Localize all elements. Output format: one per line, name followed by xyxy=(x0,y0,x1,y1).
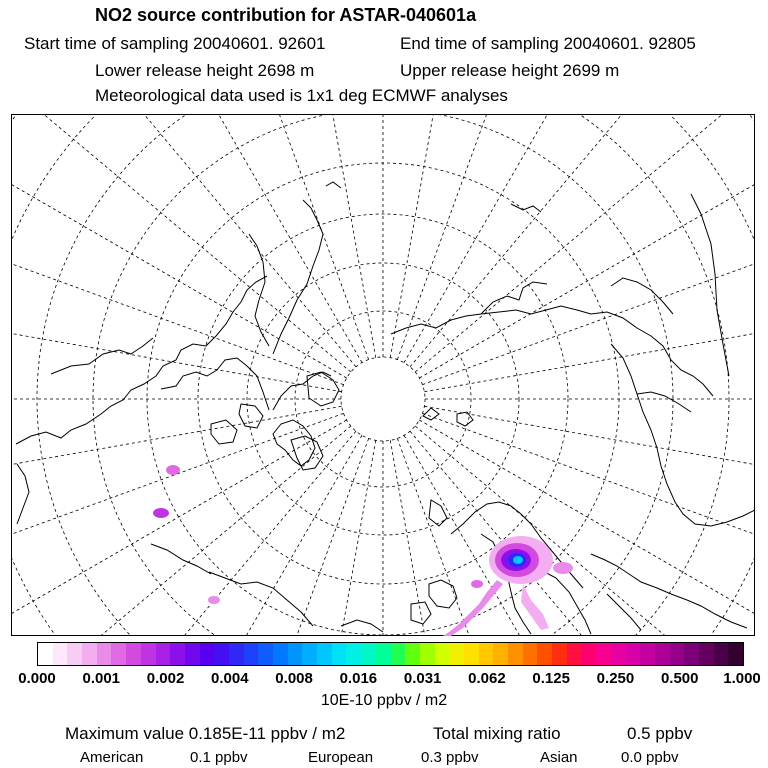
colorbar-cell xyxy=(273,643,288,665)
colorbar-tick-label: 0.001 xyxy=(82,670,121,687)
colorbar-cell xyxy=(111,643,126,665)
colorbar-cell xyxy=(302,643,317,665)
european-label: European xyxy=(308,749,374,766)
colorbar-cell xyxy=(479,643,494,665)
colorbar-cell xyxy=(684,643,699,665)
european-value: 0.3 ppbv xyxy=(421,749,479,766)
total-mixing-value: 0.5 ppbv xyxy=(627,724,693,743)
colorbar-tick-label: 1.000 xyxy=(723,670,761,687)
lower-height-label: Lower release height 2698 m xyxy=(95,61,315,80)
colorbar-cell xyxy=(493,643,508,665)
colorbar-cell xyxy=(156,643,171,665)
colorbar-cell xyxy=(596,643,611,665)
colorbar-cell xyxy=(214,643,229,665)
colorbar-tick-label: 0.062 xyxy=(468,670,506,687)
colorbar-tick-label: 0.031 xyxy=(403,670,442,687)
colorbar-tick-label: 0.500 xyxy=(660,670,699,687)
colorbar-cell xyxy=(141,643,156,665)
colorbar-tick-label: 0.250 xyxy=(596,670,635,687)
colorbar-cell xyxy=(714,643,729,665)
colorbar-cell xyxy=(391,643,406,665)
colorbar-tick-label: 0.002 xyxy=(146,670,185,687)
colorbar-cell xyxy=(670,643,685,665)
colorbar-tick-label: 0.125 xyxy=(532,670,570,687)
colorbar-cell xyxy=(258,643,273,665)
max-value-label: Maximum value 0.185E-11 ppbv / m2 xyxy=(65,724,346,743)
colorbar-cell xyxy=(464,643,479,665)
colorbar-cell xyxy=(361,643,376,665)
colorbar-cell xyxy=(523,643,538,665)
asian-value: 0.0 ppbv xyxy=(621,749,679,766)
colorbar-cell xyxy=(420,643,435,665)
colorbar-cell xyxy=(97,643,112,665)
colorbar-tick-label: 0.000 xyxy=(18,670,56,687)
colorbar-cell xyxy=(82,643,97,665)
colorbar-cell xyxy=(229,643,244,665)
colorbar-cell xyxy=(332,643,347,665)
polar-map xyxy=(11,114,755,636)
asian-label: Asian xyxy=(540,749,578,766)
colorbar-tick-label: 0.016 xyxy=(339,670,378,687)
american-value: 0.1 ppbv xyxy=(190,749,248,766)
colorbar-cell xyxy=(346,643,361,665)
colorbar-cell xyxy=(170,643,185,665)
american-label: American xyxy=(80,749,144,766)
colorbar-cell xyxy=(38,643,53,665)
colorbar-cell xyxy=(200,643,215,665)
colorbar-cell xyxy=(552,643,567,665)
map-title: NO2 source contribution for ASTAR-040601a xyxy=(95,5,477,25)
colorbar-cell xyxy=(126,643,141,665)
colorbar-cell xyxy=(728,643,743,665)
colorbar-cell xyxy=(67,643,82,665)
colorbar-cell xyxy=(655,643,670,665)
colorbar-tick-label: 0.004 xyxy=(211,670,249,687)
colorbar-cell xyxy=(317,643,332,665)
colorbar-cell xyxy=(53,643,68,665)
colorbar-cell xyxy=(626,643,641,665)
colorbar-tick-label: 0.008 xyxy=(275,670,313,687)
colorbar-cell xyxy=(449,643,464,665)
colorbar xyxy=(37,642,744,666)
met-data-label: Meteorological data used is 1x1 deg ECMWF analyses xyxy=(95,86,508,105)
colorbar-cell xyxy=(567,643,582,665)
colorbar-cell xyxy=(288,643,303,665)
upper-height-label: Upper release height 2699 m xyxy=(400,61,620,80)
colorbar-cell xyxy=(185,643,200,665)
colorbar-cell xyxy=(699,643,714,665)
colorbar-cell xyxy=(405,643,420,665)
colorbar-cell xyxy=(537,643,552,665)
end-time-label: End time of sampling 20040601. 92805 xyxy=(400,34,696,53)
colorbar-cell xyxy=(640,643,655,665)
total-mixing-label: Total mixing ratio xyxy=(433,724,561,743)
colorbar-cell xyxy=(244,643,259,665)
start-time-label: Start time of sampling 20040601. 92601 xyxy=(24,34,326,53)
colorbar-unit: 10E-10 ppbv / m2 xyxy=(320,692,448,709)
colorbar-cell xyxy=(435,643,450,665)
colorbar-cell xyxy=(581,643,596,665)
colorbar-cell xyxy=(508,643,523,665)
colorbar-cell xyxy=(611,643,626,665)
colorbar-cell xyxy=(376,643,391,665)
